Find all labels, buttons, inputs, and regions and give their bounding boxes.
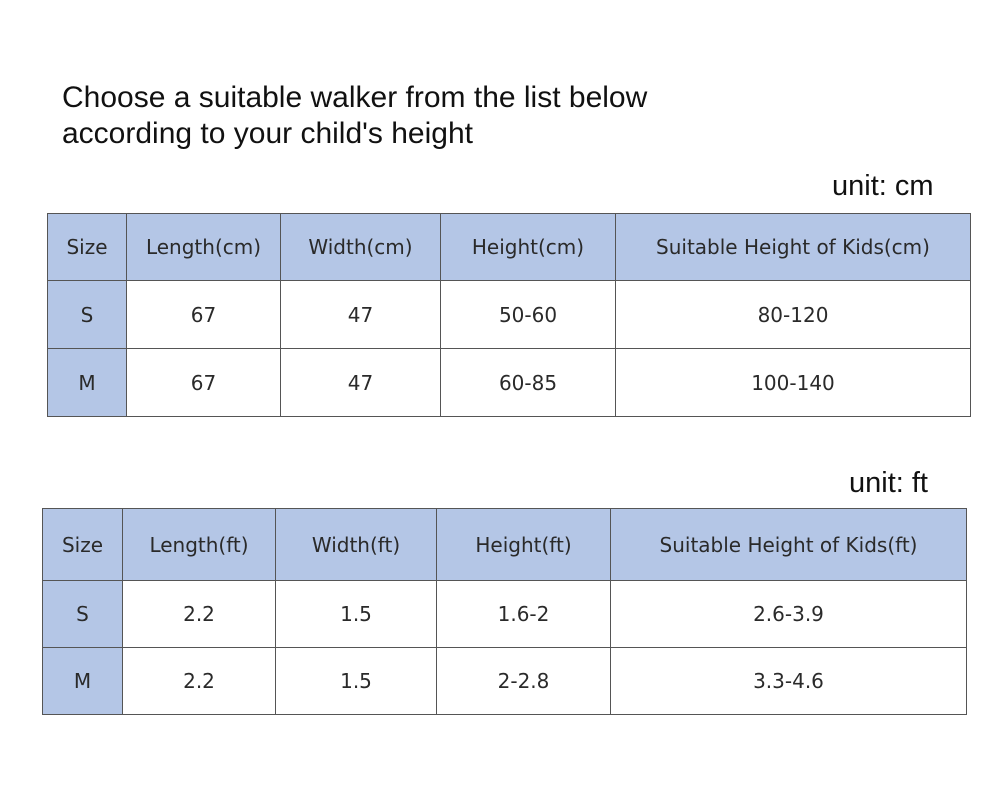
cell-size: S xyxy=(48,281,127,349)
cell-length: 67 xyxy=(127,349,281,417)
cell-suitable-height: 2.6-3.9 xyxy=(611,581,967,648)
cell-height: 60-85 xyxy=(441,349,616,417)
unit-label-ft: unit: ft xyxy=(849,467,928,499)
cell-suitable-height: 100-140 xyxy=(616,349,971,417)
cell-width: 47 xyxy=(281,281,441,349)
header-length: Length(cm) xyxy=(127,214,281,281)
cell-width: 1.5 xyxy=(276,648,437,715)
table-row xyxy=(48,349,971,417)
intro-line-2: according to your child's height xyxy=(62,117,473,150)
intro-line-1: Choose a suitable walker from the list below xyxy=(62,81,648,114)
unit-label-cm: unit: cm xyxy=(832,170,934,202)
size-table-ft xyxy=(42,508,967,715)
cell-size: M xyxy=(43,648,123,715)
cell-height: 1.6-2 xyxy=(437,581,611,648)
cell-size: M xyxy=(48,349,127,417)
cell-height: 50-60 xyxy=(441,281,616,349)
header-width: Width(cm) xyxy=(281,214,441,281)
cell-suitable-height: 3.3-4.6 xyxy=(611,648,967,715)
header-suitable-height: Suitable Height of Kids(cm) xyxy=(616,214,971,281)
intro-text xyxy=(62,80,822,152)
cell-width: 47 xyxy=(281,349,441,417)
header-size: Size xyxy=(48,214,127,281)
cell-width: 1.5 xyxy=(276,581,437,648)
table-row xyxy=(43,581,967,648)
cell-size: S xyxy=(43,581,123,648)
cell-length: 67 xyxy=(127,281,281,349)
size-table-cm xyxy=(47,213,971,417)
header-suitable-height: Suitable Height of Kids(ft) xyxy=(611,509,967,581)
header-width: Width(ft) xyxy=(276,509,437,581)
cell-suitable-height: 80-120 xyxy=(616,281,971,349)
header-length: Length(ft) xyxy=(123,509,276,581)
cell-height: 2-2.8 xyxy=(437,648,611,715)
table-header-row xyxy=(43,509,967,581)
table-row xyxy=(43,648,967,715)
header-height: Height(cm) xyxy=(441,214,616,281)
table-row xyxy=(48,281,971,349)
header-height: Height(ft) xyxy=(437,509,611,581)
table-header-row xyxy=(48,214,971,281)
cell-length: 2.2 xyxy=(123,581,276,648)
cell-length: 2.2 xyxy=(123,648,276,715)
header-size: Size xyxy=(43,509,123,581)
